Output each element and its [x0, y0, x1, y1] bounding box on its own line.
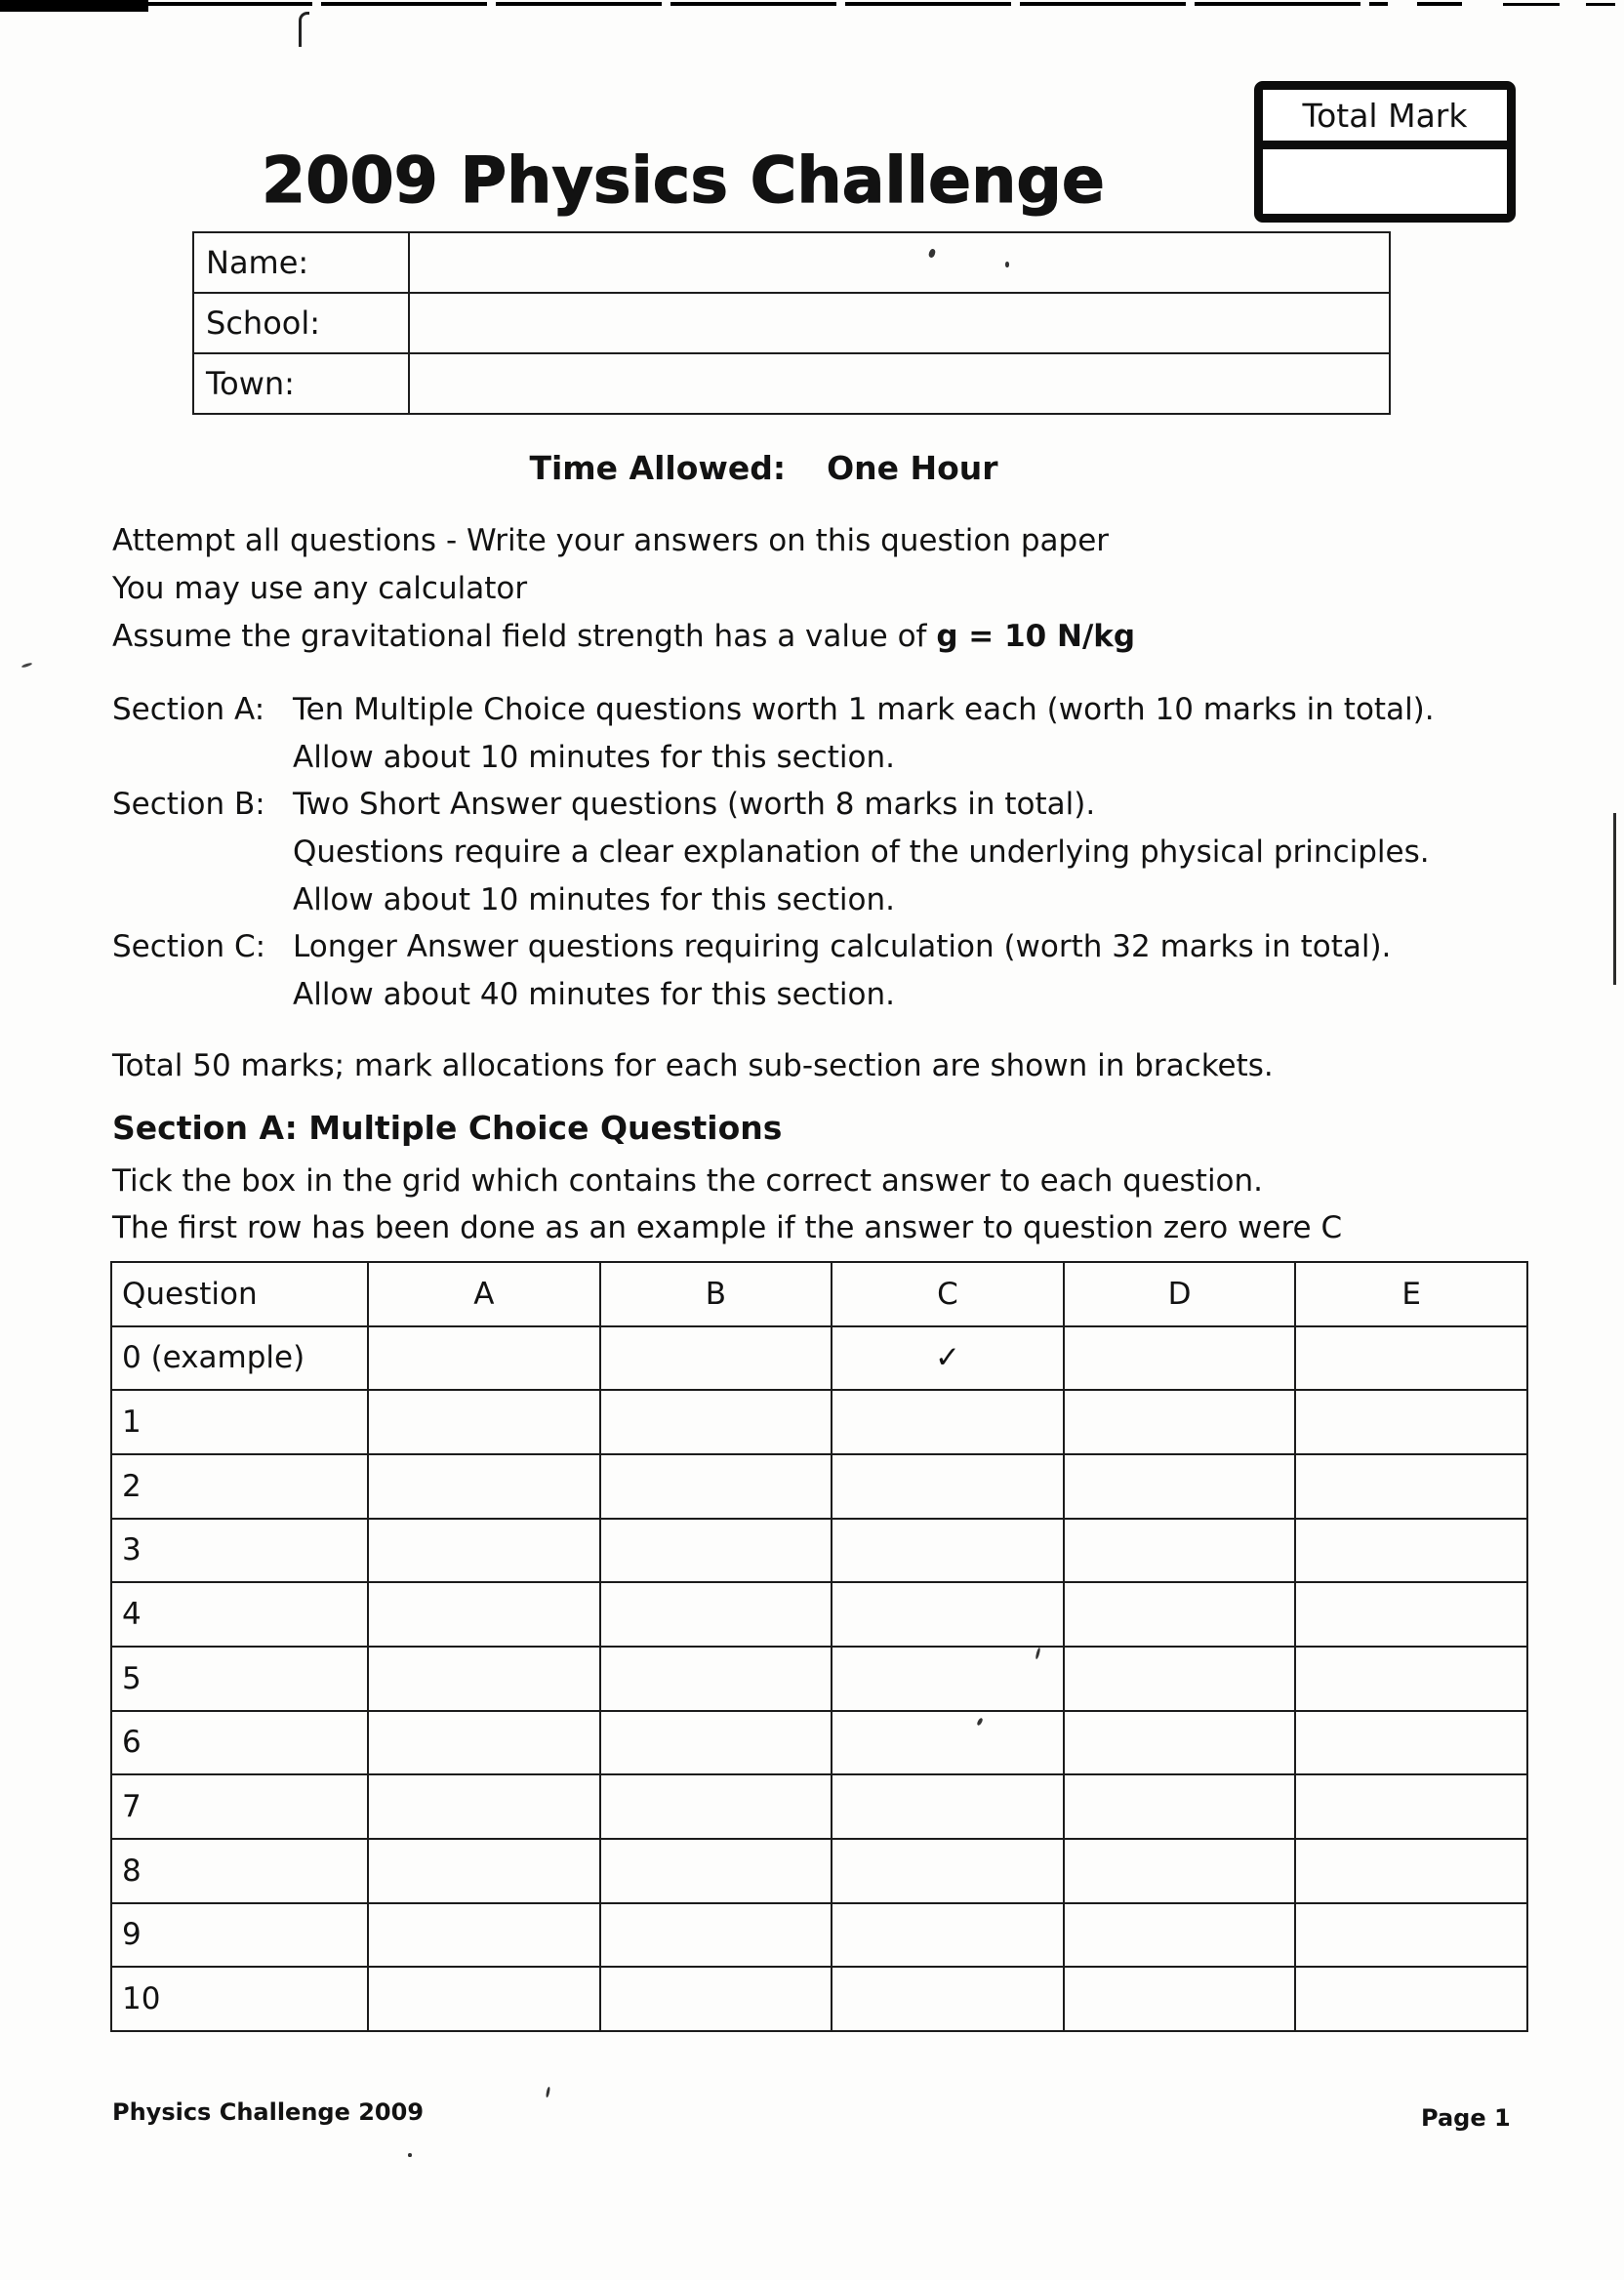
answer-cell[interactable] — [832, 1903, 1064, 1968]
answer-cell[interactable] — [368, 1839, 600, 1903]
answer-cell[interactable] — [368, 1903, 600, 1968]
answer-cell[interactable] — [1064, 1967, 1296, 2031]
section-b-description — [112, 781, 1537, 924]
answer-cell[interactable] — [1064, 1839, 1296, 1903]
answer-cell[interactable] — [1295, 1711, 1527, 1775]
section-line: Questions require a clear explanation of the underlying physical principles. — [293, 835, 1430, 870]
grid-row-5 — [111, 1647, 1527, 1711]
grid-row-6 — [111, 1711, 1527, 1775]
school-field[interactable] — [409, 293, 1390, 353]
section-c-description — [112, 923, 1537, 1019]
section-line: Ten Multiple Choice questions worth 1 mark each (worth 10 marks in total). — [293, 692, 1435, 727]
section-a-label: Section A: — [112, 692, 265, 727]
instruction-line: You may use any calculator — [112, 571, 528, 606]
answer-cell[interactable] — [600, 1582, 832, 1647]
answer-cell[interactable] — [832, 1774, 1064, 1839]
question-number: 10 — [111, 1967, 368, 2031]
section-line: Allow about 10 minutes for this section. — [293, 740, 895, 775]
grid-row-3 — [111, 1519, 1527, 1583]
scan-artifact — [0, 0, 148, 12]
answer-cell[interactable] — [600, 1711, 832, 1775]
answer-cell[interactable] — [600, 1903, 832, 1968]
section-c-label: Section C: — [112, 929, 266, 964]
answer-cell[interactable] — [368, 1647, 600, 1711]
scan-artifact — [21, 662, 32, 668]
scan-artifact — [146, 2, 1388, 6]
answer-grid-table — [110, 1261, 1528, 2032]
grid-row-10 — [111, 1967, 1527, 2031]
question-number: 7 — [111, 1774, 368, 1839]
example-instruction: The first row has been done as an example if the answer to question zero were C — [112, 1210, 1343, 1245]
answer-cell[interactable] — [600, 1774, 832, 1839]
town-field[interactable] — [409, 353, 1390, 414]
section-b-label: Section B: — [112, 787, 265, 822]
answer-cell[interactable] — [1064, 1903, 1296, 1968]
tick-instruction: Tick the box in the grid which contains the correct answer to each question. — [112, 1163, 1264, 1199]
answer-cell[interactable] — [1295, 1454, 1527, 1519]
total-marks-note: Total 50 marks; mark allocations for each sub-section are shown in brackets. — [112, 1048, 1274, 1083]
table-row — [193, 232, 1390, 293]
scan-artifact — [1613, 813, 1616, 985]
grid-header-a: A — [368, 1262, 600, 1326]
question-number: 6 — [111, 1711, 368, 1775]
grid-header-c: C — [832, 1262, 1064, 1326]
section-a-lines — [293, 686, 1435, 782]
answer-cell[interactable] — [368, 1967, 600, 2031]
question-number: 1 — [111, 1390, 368, 1454]
section-b-lines — [293, 781, 1430, 924]
grid-row-1 — [111, 1390, 1527, 1454]
grid-header-d: D — [1064, 1262, 1296, 1326]
answer-cell[interactable] — [368, 1326, 600, 1391]
school-label: School: — [193, 293, 409, 353]
student-info-table — [192, 231, 1391, 415]
page-title: 2009 Physics Challenge — [262, 143, 1106, 218]
answer-cell[interactable] — [1295, 1390, 1527, 1454]
question-number: 8 — [111, 1839, 368, 1903]
scan-artifact — [546, 2087, 550, 2097]
general-instructions — [112, 517, 1527, 661]
answer-cell[interactable] — [600, 1647, 832, 1711]
answer-cell[interactable] — [600, 1967, 832, 2031]
answer-cell[interactable] — [832, 1839, 1064, 1903]
answer-cell[interactable] — [1295, 1774, 1527, 1839]
scan-artifact — [1503, 3, 1560, 6]
answer-cell[interactable] — [832, 1967, 1064, 2031]
answer-cell[interactable] — [1064, 1390, 1296, 1454]
answer-cell[interactable] — [1064, 1711, 1296, 1775]
footer-document-title: Physics Challenge 2009 — [112, 2098, 425, 2126]
answer-cell[interactable] — [832, 1582, 1064, 1647]
answer-cell[interactable] — [832, 1454, 1064, 1519]
section-line: Two Short Answer questions (worth 8 marks in total). — [293, 787, 1096, 822]
footer-page-number: Page 1 — [1421, 2104, 1511, 2132]
answer-cell[interactable] — [1064, 1454, 1296, 1519]
answer-cell[interactable] — [600, 1326, 832, 1391]
answer-cell-checked[interactable]: ✓ — [832, 1326, 1064, 1391]
answer-cell[interactable] — [1064, 1647, 1296, 1711]
answer-cell[interactable] — [832, 1519, 1064, 1583]
grid-row-0 — [111, 1326, 1527, 1391]
section-line: Allow about 10 minutes for this section. — [293, 882, 895, 917]
name-label: Name: — [193, 232, 409, 293]
answer-cell[interactable] — [1064, 1774, 1296, 1839]
answer-cell[interactable] — [1064, 1519, 1296, 1583]
section-a-description — [112, 686, 1537, 782]
time-allowed-value: One Hour — [827, 449, 998, 487]
question-number: 9 — [111, 1903, 368, 1968]
answer-cell[interactable] — [368, 1519, 600, 1583]
grid-row-7 — [111, 1774, 1527, 1839]
answer-cell[interactable] — [832, 1647, 1064, 1711]
gravity-note-text: Assume the gravitational field strength has a value of — [112, 619, 937, 654]
table-row — [193, 353, 1390, 414]
question-number: 2 — [111, 1454, 368, 1519]
instruction-line — [112, 613, 1527, 661]
scan-artifact — [299, 12, 309, 47]
scan-artifact — [1586, 3, 1615, 6]
answer-cell[interactable] — [1295, 1582, 1527, 1647]
scan-artifact — [408, 2153, 412, 2157]
time-allowed-heading — [112, 449, 1415, 487]
answer-cell[interactable] — [1064, 1582, 1296, 1647]
grid-header-e: E — [1295, 1262, 1527, 1326]
answer-cell[interactable] — [1295, 1839, 1527, 1903]
grid-row-4 — [111, 1582, 1527, 1647]
grid-row-8 — [111, 1839, 1527, 1903]
answer-cell[interactable] — [1064, 1326, 1296, 1391]
answer-cell[interactable] — [1295, 1967, 1527, 2031]
answer-cell[interactable] — [832, 1711, 1064, 1775]
answer-cell[interactable] — [368, 1774, 600, 1839]
grid-header-b: B — [600, 1262, 832, 1326]
time-allowed-label: Time Allowed: — [529, 449, 787, 487]
answer-cell[interactable] — [600, 1839, 832, 1903]
section-line: Allow about 40 minutes for this section. — [293, 977, 895, 1012]
grid-row-9 — [111, 1903, 1527, 1968]
answer-cell[interactable] — [1295, 1903, 1527, 1968]
answer-cell[interactable] — [1295, 1647, 1527, 1711]
total-mark-label: Total Mark — [1263, 90, 1507, 149]
answer-cell[interactable] — [368, 1582, 600, 1647]
question-number: 3 — [111, 1519, 368, 1583]
question-number: 4 — [111, 1582, 368, 1647]
answer-cell[interactable] — [368, 1454, 600, 1519]
answer-cell[interactable] — [1295, 1326, 1527, 1391]
total-mark-box — [1254, 81, 1516, 223]
table-row — [193, 293, 1390, 353]
question-number: 0 (example) — [111, 1326, 368, 1391]
answer-cell[interactable] — [368, 1711, 600, 1775]
town-label: Town: — [193, 353, 409, 414]
answer-cell[interactable] — [600, 1519, 832, 1583]
scan-artifact — [1417, 2, 1462, 6]
answer-cell[interactable] — [368, 1390, 600, 1454]
grid-header-question: Question — [111, 1262, 368, 1326]
gravity-value: g = 10 N/kg — [936, 619, 1136, 654]
instruction-line: Attempt all questions - Write your answers on this question paper — [112, 523, 1110, 558]
question-number: 5 — [111, 1647, 368, 1711]
grid-header-row — [111, 1262, 1527, 1326]
answer-cell[interactable] — [600, 1454, 832, 1519]
answer-cell[interactable] — [1295, 1519, 1527, 1583]
section-c-lines — [293, 923, 1391, 1019]
answer-cell[interactable] — [832, 1390, 1064, 1454]
section-line: Longer Answer questions requiring calculation (worth 32 marks in total). — [293, 929, 1392, 964]
answer-cell[interactable] — [600, 1390, 832, 1454]
name-field[interactable] — [409, 232, 1390, 293]
grid-row-2 — [111, 1454, 1527, 1519]
section-a-heading: Section A: Multiple Choice Questions — [112, 1109, 783, 1147]
